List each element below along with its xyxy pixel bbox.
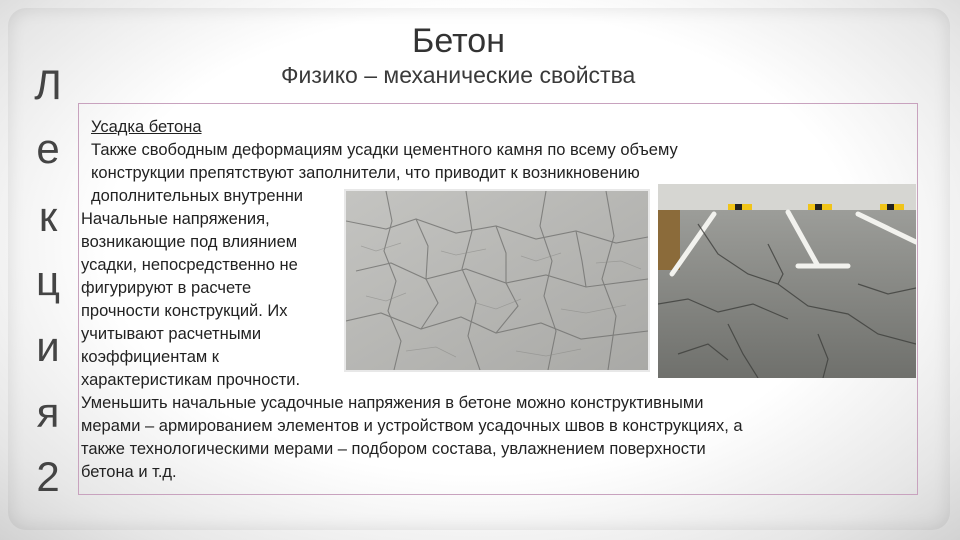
page-subtitle: Физико – механические свойства xyxy=(281,62,636,88)
cracked-concrete-drawing xyxy=(346,191,648,370)
paragraph-line: дополнительных внутренни xyxy=(91,187,304,205)
cracked-concrete-closeup-photo xyxy=(344,189,650,372)
vertical-title-letter: я xyxy=(36,389,60,436)
page-title: Бетон xyxy=(412,22,505,60)
vertical-title-letter: Л xyxy=(34,61,62,108)
vertical-title-letter: к xyxy=(38,193,58,240)
vertical-title-letter: 2 xyxy=(36,453,60,500)
vertical-title-letter: ц xyxy=(35,257,61,304)
paragraph-line: возникающие под влиянием xyxy=(81,233,298,251)
paragraph-line: конструкции препятствуют заполнители, что приводит к возникновению xyxy=(91,164,640,182)
paragraph-line: коэффициентам к xyxy=(81,348,220,366)
section-heading: Усадка бетона xyxy=(91,118,202,136)
vertical-title-letter: и xyxy=(36,323,60,370)
paragraph-line: также технологическими мерами – подбором состава, увлажнением поверхности xyxy=(81,440,706,458)
paragraph-line: фигурируют в расчете xyxy=(81,279,252,297)
parking-lot-drawing xyxy=(658,184,916,378)
paragraph-line: прочности конструкций. Их xyxy=(81,302,288,320)
paragraph-line: бетона и т.д. xyxy=(81,463,177,481)
vertical-title-letter: е xyxy=(36,125,60,172)
paragraph-line: учитывают расчетными xyxy=(81,325,262,343)
paragraph-line: Также свободным деформациям усадки цементного камня по всему объему xyxy=(91,141,678,159)
paragraph-line: Начальные напряжения, xyxy=(81,210,270,228)
paragraph-line: усадки, непосредственно не xyxy=(81,256,298,274)
parking-lot-cracked-floor-photo xyxy=(658,184,916,378)
paragraph-line: Уменьшить начальные усадочные напряжения в бетоне можно конструктивными xyxy=(81,394,704,412)
paragraph-line: мерами – армированием элементов и устройством усадочных швов в конструкциях, а xyxy=(81,417,743,435)
paragraph-line: характеристикам прочности. xyxy=(81,371,301,389)
